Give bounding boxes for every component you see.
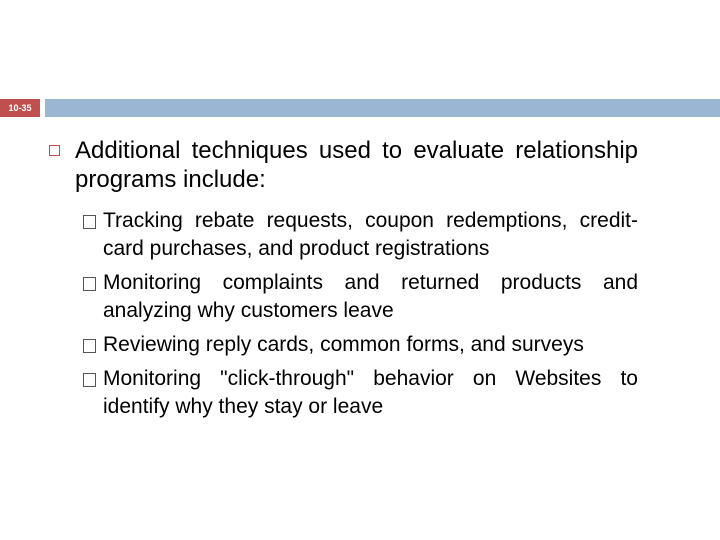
list-item — [83, 269, 638, 325]
box-bullet-icon — [83, 277, 96, 291]
box-bullet-icon — [83, 215, 96, 229]
square-bullet-icon — [49, 145, 60, 156]
slide-number-badge — [0, 99, 40, 117]
list-item-text: Reviewing reply cards, common forms, and surveys — [103, 333, 584, 356]
sub-bullet-list — [83, 207, 638, 427]
list-item-text: Monitoring complaints and returned products and analyzing why customers leave — [103, 271, 638, 322]
list-item — [83, 331, 638, 359]
list-item — [83, 365, 638, 421]
box-bullet-icon — [83, 339, 96, 353]
list-item — [83, 207, 638, 263]
main-bullet-text: Additional techniques used to evaluate relationship programs include: — [75, 137, 638, 193]
list-item-text: Tracking rebate requests, coupon redemptions, credit-card purchases, and product registrations — [103, 209, 638, 260]
list-item-text: Monitoring "click-through" behavior on Websites to identify why they stay or leave — [103, 367, 638, 418]
header-bar — [45, 99, 720, 117]
box-bullet-icon — [83, 373, 96, 387]
slide-number: 10-35 — [8, 103, 32, 113]
